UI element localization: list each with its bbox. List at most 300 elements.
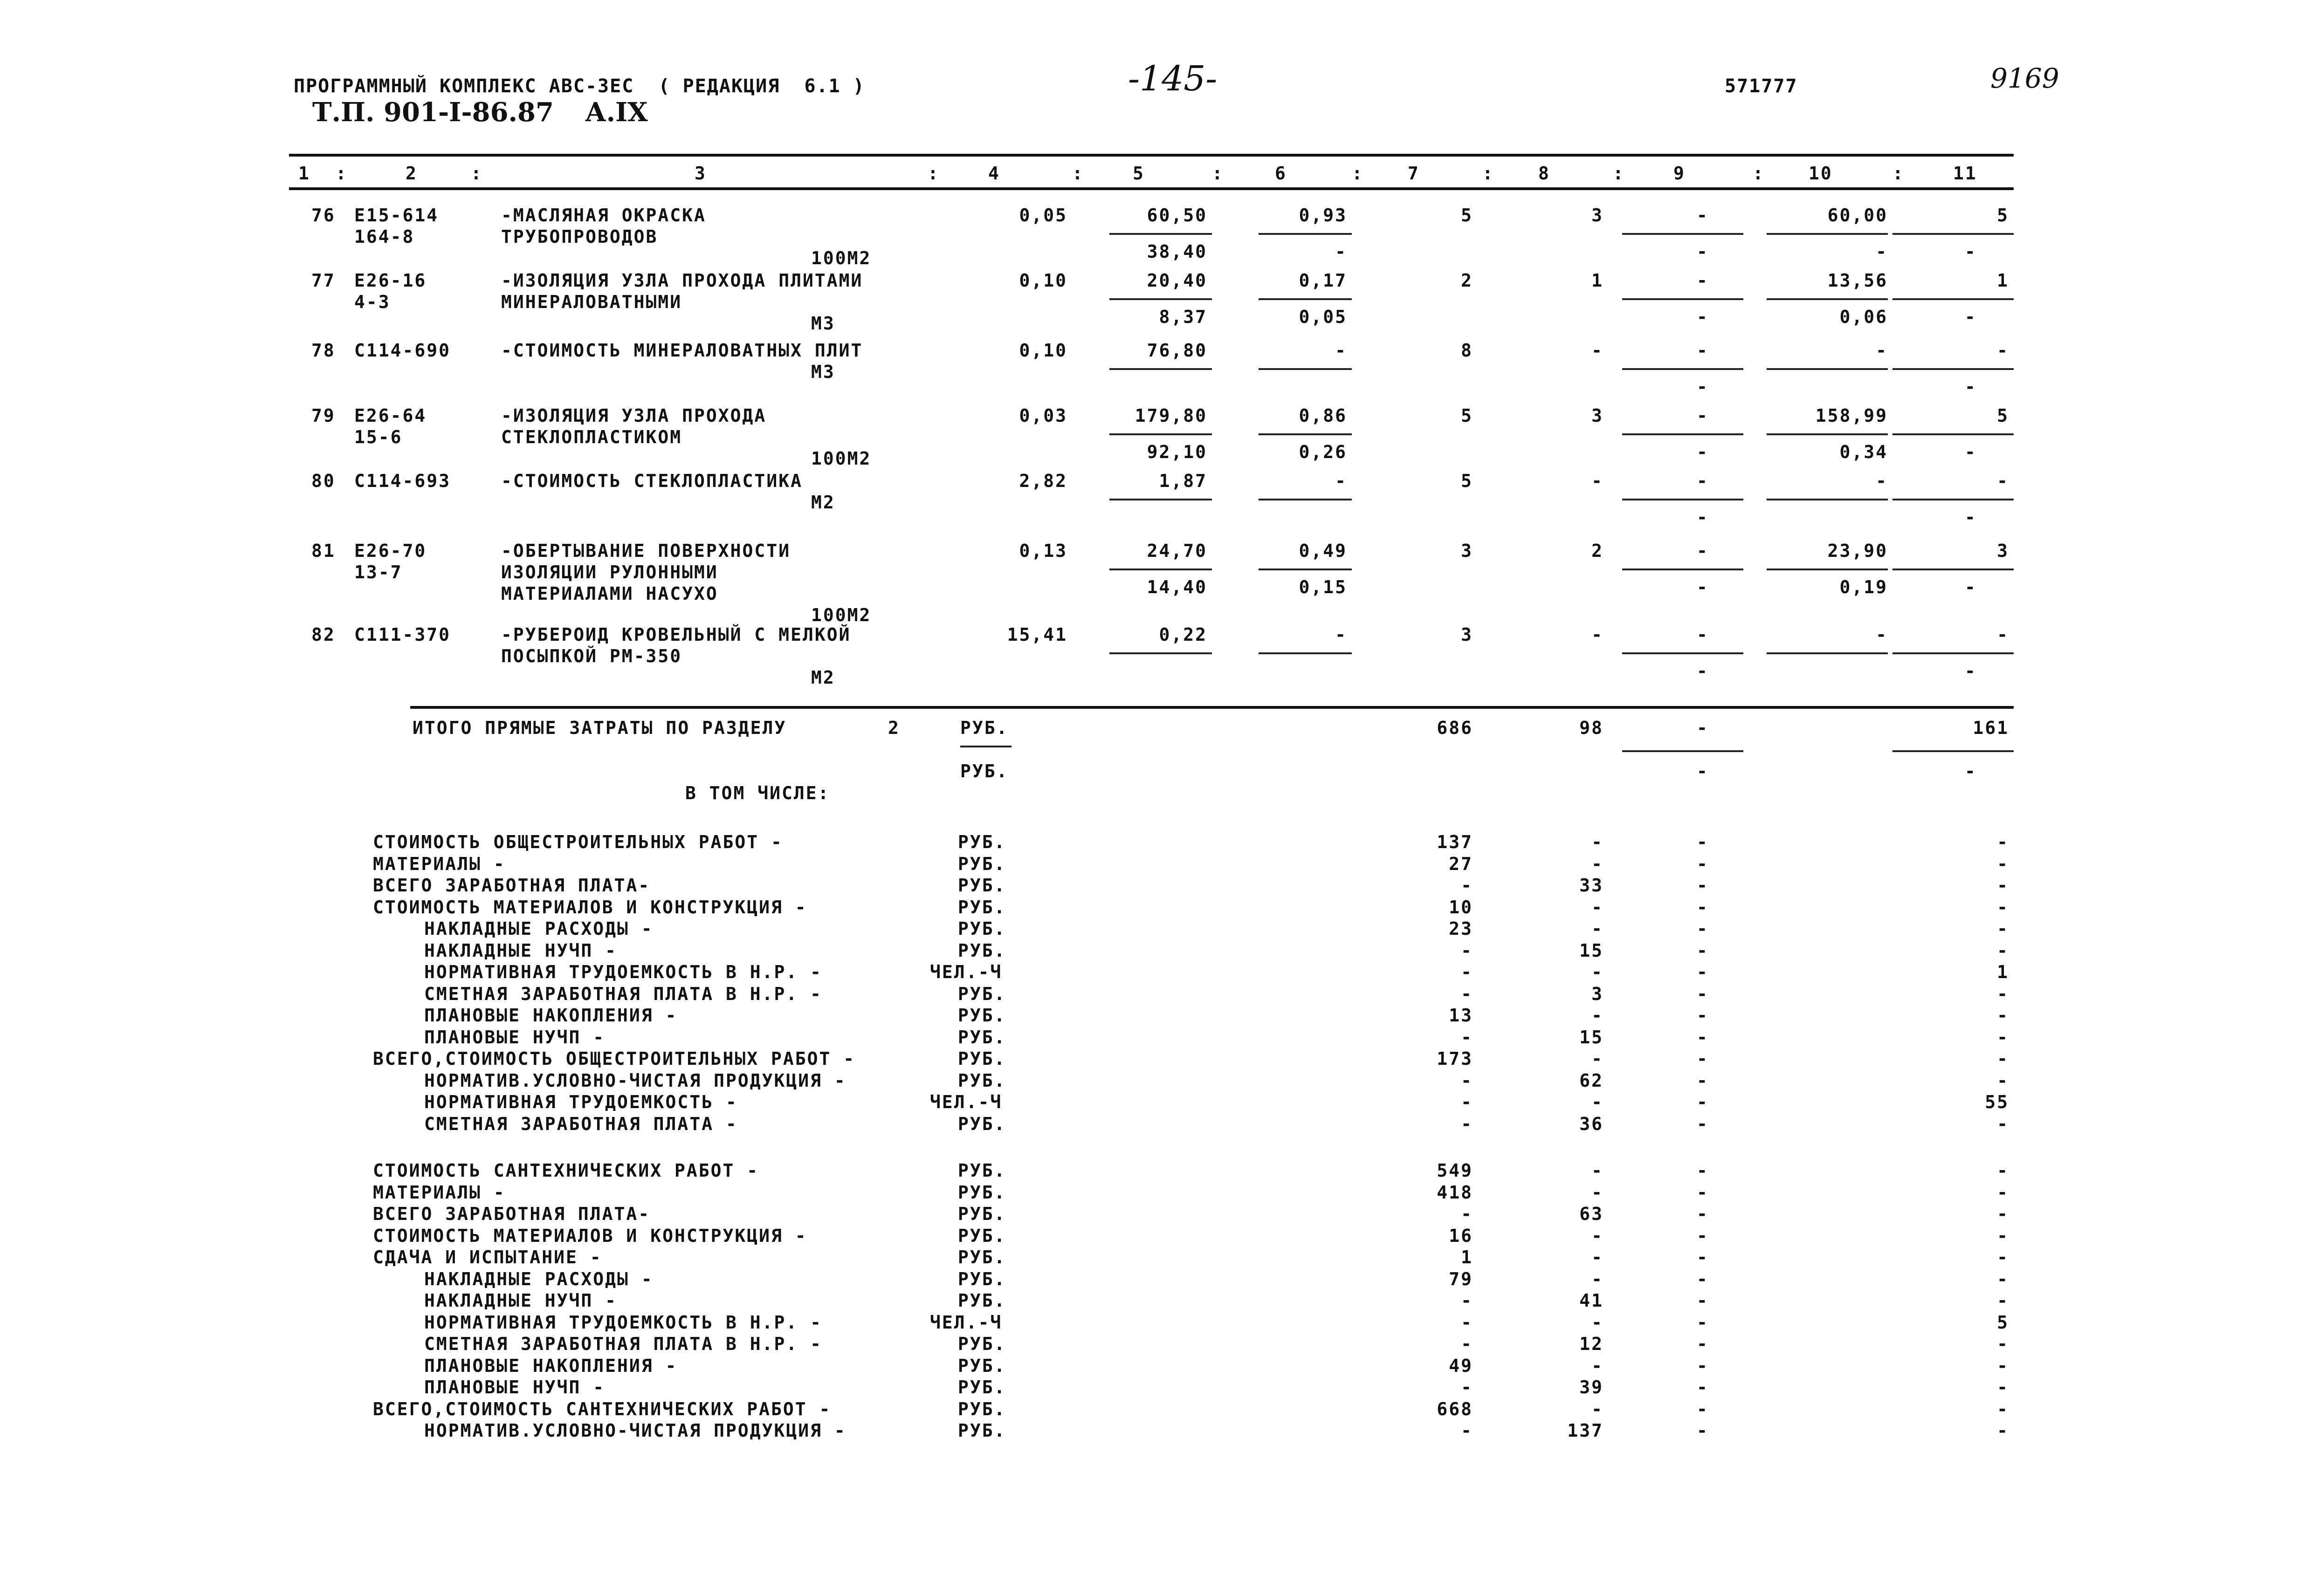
row-col9: - <box>1697 340 1709 361</box>
summary-col11: - <box>1997 1334 2009 1354</box>
summary-col8: - <box>1591 1182 1603 1203</box>
summary-col8: - <box>1591 1005 1603 1026</box>
column-number: 9 <box>1673 163 1686 184</box>
summary-col11: - <box>1997 1420 2009 1441</box>
summary-col9: - <box>1697 832 1709 852</box>
row-col9-rule <box>1622 499 1743 500</box>
row-col11-sub-dash: - <box>1965 377 1977 397</box>
total-unit: РУБ. <box>960 718 1009 738</box>
row-col11-rule <box>1892 499 2014 500</box>
column-separator: : <box>1753 163 1765 184</box>
summary-col9: - <box>1697 1092 1709 1112</box>
row-col4: 0,05 <box>1019 205 1067 226</box>
row-col11: - <box>1997 471 2009 491</box>
summary-col9: - <box>1697 1005 1709 1026</box>
row-number: 80 <box>311 471 336 491</box>
summary-col9: - <box>1697 1182 1709 1203</box>
row-col5-sub: 38,40 <box>1147 241 1207 262</box>
summary-col7: 418 <box>1437 1182 1473 1203</box>
summary-unit: РУБ. <box>958 1182 1006 1203</box>
summary-col9: - <box>1697 1247 1709 1267</box>
row-number: 81 <box>311 541 336 561</box>
summary-col9: - <box>1697 940 1709 961</box>
row-col4: 2,82 <box>1019 471 1067 491</box>
summary-col8: - <box>1591 853 1603 874</box>
summary-unit: РУБ. <box>958 1290 1006 1311</box>
row-col5: 179,80 <box>1135 405 1207 426</box>
summary-col7: - <box>1461 1204 1473 1224</box>
summary-col7: 49 <box>1449 1355 1473 1376</box>
summary-col11: - <box>1997 1204 2009 1224</box>
summary-col9: - <box>1697 1048 1709 1069</box>
column-number: 1 <box>298 163 310 184</box>
summary-col9: - <box>1697 1420 1709 1441</box>
summary-col11: 5 <box>1997 1312 2009 1333</box>
total-col9-underline <box>1622 750 1743 752</box>
summary-col8: 41 <box>1579 1290 1603 1311</box>
row-code: Е26-16 <box>354 270 427 291</box>
row-col7: 2 <box>1461 270 1473 291</box>
row-col10: 60,00 <box>1827 205 1888 226</box>
summary-col9: - <box>1697 1377 1709 1397</box>
row-col10-rule <box>1767 433 1888 435</box>
header-rule-top <box>289 154 2014 157</box>
summary-label: НАКЛАДНЫЕ РАСХОДЫ - <box>424 1268 654 1289</box>
row-description: -РУБЕРОИД КРОВЕЛЬНЫЙ С МЕЛКОЙ <box>501 624 851 645</box>
summary-label: ВСЕГО,СТОИМОСТЬ ОБЩЕСТРОИТЕЛЬНЫХ РАБОТ - <box>373 1048 856 1069</box>
total-col11: 161 <box>1973 718 2009 738</box>
total-rule <box>410 706 2014 709</box>
row-col11: 3 <box>1997 541 2009 561</box>
row-col8: 3 <box>1591 405 1603 426</box>
total-unit2: РУБ. <box>960 761 1009 781</box>
row-number: 76 <box>311 205 336 226</box>
summary-label: НОРМАТИВ.УСЛОВНО-ЧИСТАЯ ПРОДУКЦИЯ - <box>424 1420 846 1441</box>
row-col9: - <box>1697 205 1709 226</box>
row-number: 82 <box>311 624 336 645</box>
row-col11: 5 <box>1997 405 2009 426</box>
row-col8: - <box>1591 624 1603 645</box>
summary-col7: - <box>1461 962 1473 982</box>
row-col5: 20,40 <box>1147 270 1207 291</box>
row-col6-sub: 0,26 <box>1299 442 1347 462</box>
summary-col7: 13 <box>1449 1005 1473 1026</box>
summary-col9: - <box>1697 1160 1709 1181</box>
row-col6: 0,93 <box>1299 205 1347 226</box>
row-col7: 3 <box>1461 541 1473 561</box>
row-col10-sub: - <box>1876 241 1888 262</box>
row-col5: 76,80 <box>1147 340 1207 361</box>
total-col8: 98 <box>1579 718 1603 738</box>
summary-col9: - <box>1697 1113 1709 1134</box>
summary-col11: - <box>1997 1113 2009 1134</box>
row-number: 79 <box>311 405 336 426</box>
summary-col7: - <box>1461 1070 1473 1091</box>
summary-label: ПЛАНОВЫЕ НУЧП - <box>424 1377 606 1397</box>
row-col9: - <box>1697 405 1709 426</box>
row-col5-sub: 8,37 <box>1159 307 1207 327</box>
summary-col7: 79 <box>1449 1268 1473 1289</box>
row-col9-sub-dash: - <box>1697 507 1709 527</box>
row-unit: М2 <box>811 492 835 513</box>
summary-col8: 39 <box>1579 1377 1603 1397</box>
row-col6-rule <box>1259 652 1352 654</box>
total-col11-dash: - <box>1965 761 1977 781</box>
summary-col11: - <box>1997 1048 2009 1069</box>
column-number: 3 <box>695 163 707 184</box>
summary-unit: РУБ. <box>958 1420 1006 1441</box>
summary-label: СМЕТНАЯ ЗАРАБОТНАЯ ПЛАТА В Н.Р. - <box>424 983 822 1004</box>
row-col11: 5 <box>1997 205 2009 226</box>
row-col10-rule <box>1767 652 1888 654</box>
summary-col11: - <box>1997 1160 2009 1181</box>
row-unit: 100М2 <box>811 605 872 625</box>
summary-label: СТОИМОСТЬ ОБЩЕСТРОИТЕЛЬНЫХ РАБОТ - <box>373 832 783 852</box>
summary-label: ПЛАНОВЫЕ НАКОПЛЕНИЯ - <box>424 1355 678 1376</box>
column-separator: : <box>1482 163 1494 184</box>
row-col5-rule <box>1109 368 1212 370</box>
summary-unit: РУБ. <box>958 1225 1006 1246</box>
summary-col11: - <box>1997 1377 2009 1397</box>
total-unit-underline <box>960 746 1012 747</box>
row-col6-sub: 0,15 <box>1299 577 1347 597</box>
summary-col8: 36 <box>1579 1113 1603 1134</box>
summary-col7: 668 <box>1437 1398 1473 1419</box>
row-code-sub: 164-8 <box>354 226 415 247</box>
summary-label: СДАЧА И ИСПЫТАНИЕ - <box>373 1247 602 1267</box>
doc-id: 571777 <box>1725 75 1798 97</box>
row-col4: 15,41 <box>1007 624 1067 645</box>
total-col7: 686 <box>1437 718 1473 738</box>
row-col10: 13,56 <box>1827 270 1888 291</box>
summary-col8: 15 <box>1579 940 1603 961</box>
program-line: ПРОГРАММНЫЙ КОМПЛЕКС АВС-ЗЕС ( РЕДАКЦИЯ 6.1 ) <box>294 75 865 97</box>
summary-unit: РУБ. <box>958 1027 1006 1048</box>
summary-col9: - <box>1697 1204 1709 1224</box>
row-description: МИНЕРАЛОВАТНЫМИ <box>501 292 682 312</box>
summary-col11: - <box>1997 1005 2009 1026</box>
summary-col8: - <box>1591 1092 1603 1112</box>
row-col5-sub: 14,40 <box>1147 577 1207 597</box>
summary-col11: - <box>1997 1182 2009 1203</box>
summary-col11: - <box>1997 1225 2009 1246</box>
row-col10: - <box>1876 340 1888 361</box>
summary-col7: 16 <box>1449 1225 1473 1246</box>
summary-col7: - <box>1461 1377 1473 1397</box>
summary-col11: - <box>1997 1268 2009 1289</box>
row-col10: - <box>1876 624 1888 645</box>
summary-col8: - <box>1591 897 1603 918</box>
row-col9-rule <box>1622 233 1743 235</box>
row-col9-rule <box>1622 433 1743 435</box>
summary-col7: 27 <box>1449 853 1473 874</box>
total-col9-dash: - <box>1697 761 1709 781</box>
row-description: ТРУБОПРОВОДОВ <box>501 226 658 247</box>
summary-col8: 12 <box>1579 1334 1603 1354</box>
summary-col8: - <box>1591 1160 1603 1181</box>
column-number: 11 <box>1953 163 1977 184</box>
summary-label: ВСЕГО,СТОИМОСТЬ САНТЕХНИЧЕСКИХ РАБОТ - <box>373 1398 832 1419</box>
summary-col11: - <box>1997 1027 2009 1048</box>
row-col10-sub: 0,19 <box>1839 577 1888 597</box>
summary-col7: - <box>1461 1334 1473 1354</box>
row-col5-rule <box>1109 433 1212 435</box>
row-code: Е26-64 <box>354 405 427 426</box>
in-that-number-label: В ТОМ ЧИСЛЕ: <box>685 783 830 803</box>
row-description: -СТОИМОСТЬ МИНЕРАЛОВАТНЫХ ПЛИТ <box>501 340 863 361</box>
summary-col11: - <box>1997 1398 2009 1419</box>
summary-col9: - <box>1697 897 1709 918</box>
row-col11-sub-dash: - <box>1965 307 1977 327</box>
row-col6-rule <box>1259 499 1352 500</box>
column-number: 6 <box>1275 163 1287 184</box>
summary-label: ВСЕГО ЗАРАБОТНАЯ ПЛАТА- <box>373 875 651 896</box>
summary-unit: РУБ. <box>958 1334 1006 1354</box>
summary-label: НОРМАТИВНАЯ ТРУДОЕМКОСТЬ В Н.Р. - <box>424 1312 822 1333</box>
summary-unit: РУБ. <box>958 1204 1006 1224</box>
summary-label: НОРМАТИВНАЯ ТРУДОЕМКОСТЬ - <box>424 1092 738 1112</box>
row-col7: 5 <box>1461 205 1473 226</box>
summary-col7: 23 <box>1449 918 1473 939</box>
summary-col8: - <box>1591 1398 1603 1419</box>
album-label: А.IX <box>585 97 648 128</box>
summary-col7: - <box>1461 1312 1473 1333</box>
column-number: 2 <box>406 163 418 184</box>
summary-unit: РУБ. <box>958 1070 1006 1091</box>
row-col11-sub-dash: - <box>1965 661 1977 681</box>
summary-label: СТОИМОСТЬ МАТЕРИАЛОВ И КОНСТРУКЦИЯ - <box>373 1225 807 1246</box>
row-col10-sub: 0,34 <box>1839 442 1888 462</box>
summary-unit: РУБ. <box>958 1160 1006 1181</box>
summary-unit: РУБ. <box>958 918 1006 939</box>
row-unit: 100М2 <box>811 248 872 268</box>
row-description: СТЕКЛОПЛАСТИКОМ <box>501 427 682 447</box>
summary-unit: РУБ. <box>958 983 1006 1004</box>
summary-unit: РУБ. <box>958 897 1006 918</box>
row-col11-rule <box>1892 433 2014 435</box>
summary-col8: - <box>1591 1225 1603 1246</box>
row-number: 77 <box>311 270 336 291</box>
summary-col11: - <box>1997 853 2009 874</box>
summary-col11: - <box>1997 1247 2009 1267</box>
summary-col7: 173 <box>1437 1048 1473 1069</box>
row-col9-sub-dash: - <box>1697 577 1709 597</box>
row-col10-rule <box>1767 368 1888 370</box>
summary-col8: - <box>1591 918 1603 939</box>
row-description: ИЗОЛЯЦИИ РУЛОННЫМИ <box>501 562 718 582</box>
total-col11-underline <box>1892 750 2014 752</box>
summary-label: СМЕТНАЯ ЗАРАБОТНАЯ ПЛАТА - <box>424 1113 738 1134</box>
summary-unit: РУБ. <box>958 1113 1006 1134</box>
summary-unit: РУБ. <box>958 1398 1006 1419</box>
summary-col9: - <box>1697 918 1709 939</box>
summary-col8: 3 <box>1591 983 1603 1004</box>
column-number: 5 <box>1133 163 1145 184</box>
row-col11-rule <box>1892 652 2014 654</box>
row-number: 78 <box>311 340 336 361</box>
summary-unit: ЧЕЛ.-Ч <box>930 1312 1003 1333</box>
summary-col8: 137 <box>1567 1420 1603 1441</box>
summary-col9: - <box>1697 1268 1709 1289</box>
column-number: 8 <box>1538 163 1550 184</box>
row-col8: 1 <box>1591 270 1603 291</box>
summary-unit: РУБ. <box>958 1005 1006 1026</box>
row-col6-rule <box>1259 368 1352 370</box>
column-separator: : <box>471 163 483 184</box>
summary-unit: РУБ. <box>958 1247 1006 1267</box>
summary-col7: - <box>1461 1113 1473 1134</box>
row-col11-rule <box>1892 368 2014 370</box>
summary-col7: - <box>1461 983 1473 1004</box>
row-description: -МАСЛЯНАЯ ОКРАСКА <box>501 205 706 226</box>
row-col11-sub-dash: - <box>1965 577 1977 597</box>
row-col6: - <box>1335 624 1347 645</box>
row-col9-sub-dash: - <box>1697 241 1709 262</box>
row-col10: 23,90 <box>1827 541 1888 561</box>
summary-col7: 549 <box>1437 1160 1473 1181</box>
summary-col9: - <box>1697 1312 1709 1333</box>
row-unit: 100М2 <box>811 448 872 469</box>
row-col4: 0,10 <box>1019 270 1067 291</box>
summary-col8: - <box>1591 1312 1603 1333</box>
row-col11-sub-dash: - <box>1965 442 1977 462</box>
row-col5-rule <box>1109 233 1212 235</box>
row-description: -ИЗОЛЯЦИЯ УЗЛА ПРОХОДА ПЛИТАМИ <box>501 270 863 291</box>
column-separator: : <box>1613 163 1625 184</box>
row-code: С114-690 <box>354 340 451 361</box>
summary-col11: - <box>1997 832 2009 852</box>
summary-label: СМЕТНАЯ ЗАРАБОТНАЯ ПЛАТА В Н.Р. - <box>424 1334 822 1354</box>
summary-col7: - <box>1461 1420 1473 1441</box>
column-number: 4 <box>988 163 1000 184</box>
row-col6-sub: 0,05 <box>1299 307 1347 327</box>
summary-col9: - <box>1697 853 1709 874</box>
row-col6-rule <box>1259 233 1352 235</box>
row-col7: 5 <box>1461 405 1473 426</box>
summary-label: ПЛАНОВЫЕ НАКОПЛЕНИЯ - <box>424 1005 678 1026</box>
column-separator: : <box>1212 163 1224 184</box>
corner-mark: 9169 <box>1990 62 2059 94</box>
row-col9-rule <box>1622 298 1743 300</box>
row-col10: - <box>1876 471 1888 491</box>
row-col5-rule <box>1109 499 1212 500</box>
summary-unit: РУБ. <box>958 832 1006 852</box>
row-description: -ИЗОЛЯЦИЯ УЗЛА ПРОХОДА <box>501 405 767 426</box>
summary-col7: 10 <box>1449 897 1473 918</box>
summary-unit: РУБ. <box>958 853 1006 874</box>
row-col4: 0,03 <box>1019 405 1067 426</box>
summary-col11: - <box>1997 1070 2009 1091</box>
summary-label: ПЛАНОВЫЕ НУЧП - <box>424 1027 606 1048</box>
row-col11-rule <box>1892 298 2014 300</box>
summary-col8: - <box>1591 962 1603 982</box>
row-unit: М3 <box>811 313 835 334</box>
summary-col11: - <box>1997 897 2009 918</box>
summary-unit: РУБ. <box>958 940 1006 961</box>
row-col8: 3 <box>1591 205 1603 226</box>
summary-label: НОРМАТИВ.УСЛОВНО-ЧИСТАЯ ПРОДУКЦИЯ - <box>424 1070 846 1091</box>
summary-label: МАТЕРИАЛЫ - <box>373 853 506 874</box>
row-col4: 0,10 <box>1019 340 1067 361</box>
row-col5-rule <box>1109 298 1212 300</box>
row-col5-sub: 92,10 <box>1147 442 1207 462</box>
row-col8: - <box>1591 340 1603 361</box>
page-number: -145- <box>1128 59 1218 99</box>
summary-unit: РУБ. <box>958 1268 1006 1289</box>
row-col11-sub-dash: - <box>1965 507 1977 527</box>
row-col5: 0,22 <box>1159 624 1207 645</box>
summary-col11: - <box>1997 875 2009 896</box>
summary-col8: 62 <box>1579 1070 1603 1091</box>
column-separator: : <box>1352 163 1364 184</box>
row-code: Е15-614 <box>354 205 439 226</box>
row-description: МАТЕРИАЛАМИ НАСУХО <box>501 583 718 604</box>
column-separator: : <box>928 163 940 184</box>
summary-col11: - <box>1997 983 2009 1004</box>
row-description: -ОБЕРТЫВАНИЕ ПОВЕРХНОСТИ <box>501 541 791 561</box>
row-col9-sub-dash: - <box>1697 307 1709 327</box>
row-description: ПОСЫПКОЙ РМ-350 <box>501 646 682 666</box>
summary-col8: 33 <box>1579 875 1603 896</box>
summary-col7: - <box>1461 875 1473 896</box>
row-col10-rule <box>1767 499 1888 500</box>
summary-label: СТОИМОСТЬ МАТЕРИАЛОВ И КОНСТРУКЦИЯ - <box>373 897 807 918</box>
row-col8: 2 <box>1591 541 1603 561</box>
row-code-sub: 4-3 <box>354 292 391 312</box>
row-col5: 1,87 <box>1159 471 1207 491</box>
summary-col9: - <box>1697 1398 1709 1419</box>
row-col11-rule <box>1892 233 2014 235</box>
summary-col11: 55 <box>1985 1092 2009 1112</box>
row-col6: 0,17 <box>1299 270 1347 291</box>
row-col5: 60,50 <box>1147 205 1207 226</box>
row-col9: - <box>1697 624 1709 645</box>
row-col7: 5 <box>1461 471 1473 491</box>
summary-col9: - <box>1697 1355 1709 1376</box>
summary-col11: - <box>1997 940 2009 961</box>
summary-col7: - <box>1461 1092 1473 1112</box>
row-col11: - <box>1997 340 2009 361</box>
row-col6-sub: - <box>1335 241 1347 262</box>
row-col9-sub-dash: - <box>1697 442 1709 462</box>
summary-col8: 15 <box>1579 1027 1603 1048</box>
summary-col11: 1 <box>1997 962 2009 982</box>
row-col10-rule <box>1767 569 1888 570</box>
row-col11: 1 <box>1997 270 2009 291</box>
row-col10: 158,99 <box>1815 405 1888 426</box>
column-number: 10 <box>1809 163 1833 184</box>
total-label: ИТОГО ПРЯМЫЕ ЗАТРАТЫ ПО РАЗДЕЛУ <box>413 718 787 738</box>
row-code-sub: 15-6 <box>354 427 403 447</box>
row-code: Е26-70 <box>354 541 427 561</box>
row-col9-rule <box>1622 368 1743 370</box>
summary-unit: РУБ. <box>958 1355 1006 1376</box>
row-col6-rule <box>1259 298 1352 300</box>
row-description: -СТОИМОСТЬ СТЕКЛОПЛАСТИКА <box>501 471 803 491</box>
summary-col8: - <box>1591 1048 1603 1069</box>
summary-label: НОРМАТИВНАЯ ТРУДОЕМКОСТЬ В Н.Р. - <box>424 962 822 982</box>
summary-col11: - <box>1997 1355 2009 1376</box>
row-col9-rule <box>1622 652 1743 654</box>
total-col9: - <box>1697 718 1709 738</box>
column-separator: : <box>336 163 348 184</box>
summary-col7: 1 <box>1461 1247 1473 1267</box>
summary-col11: - <box>1997 1290 2009 1311</box>
row-col10-rule <box>1767 233 1888 235</box>
summary-col8: - <box>1591 1268 1603 1289</box>
project-code: Т.П. 901-I-86.87 <box>312 97 554 128</box>
row-col6: 0,86 <box>1299 405 1347 426</box>
